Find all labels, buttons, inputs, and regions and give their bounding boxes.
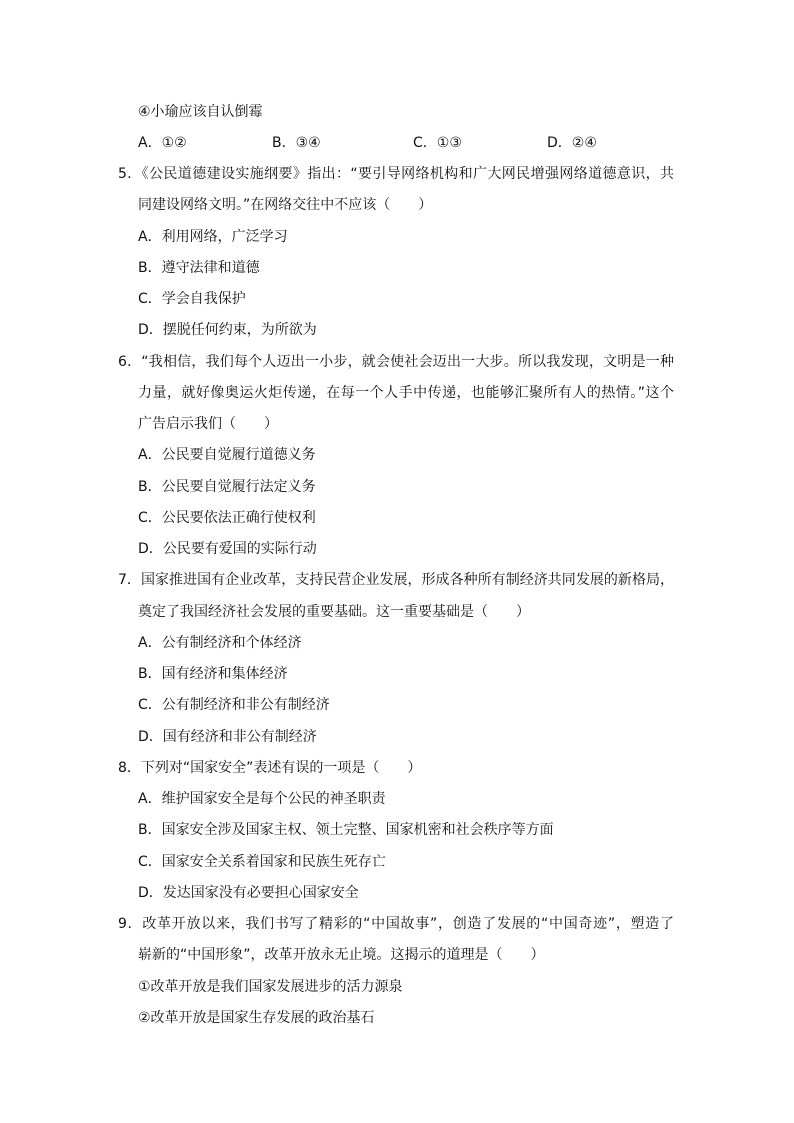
q6-option-a: A．公民要自觉履行道德义务: [138, 447, 316, 463]
q7-option-b: B．国有经济和集体经济: [138, 666, 288, 682]
q9-statement-1: ①改革开放是我们国家发展进步的活力源泉: [138, 979, 403, 995]
q7-option-a: A．公有制经济和个体经济: [138, 635, 302, 651]
option-c: C．①③: [413, 135, 462, 151]
q9-stem-line-2: 崭新的“中国形象”，改革开放永无止境。这揭示的道理是（ ）: [138, 947, 545, 963]
q8-option-a: A．维护国家安全是每个公民的神圣职责: [138, 791, 386, 807]
q5-option-a: A．利用网络，广泛学习: [138, 229, 288, 245]
q9-statement-2: ②改革开放是国家生存发展的政治基石: [138, 1010, 375, 1026]
q8-option-b: B．国家安全涉及国家主权、领土完整、国家机密和社会秩序等方面: [138, 822, 554, 838]
q5-option-c: C．学会自我保护: [138, 291, 246, 307]
q5-option-b: B．遵守法律和道德: [138, 260, 260, 276]
prev-options-row: [138, 133, 658, 153]
q9-stem-line-1: 9．改革开放以来，我们书写了精彩的“中国故事”，创造了发展的“中国奇迹”，塑造了: [118, 916, 674, 932]
option-d: D．②④: [547, 135, 597, 151]
q5-option-d: D．摆脱任何约束，为所欲为: [138, 322, 317, 338]
q6-option-d: D．公民要有爱国的实际行动: [138, 541, 317, 557]
q7-stem-line-1: 7．国家推进国有企业改革，支持民营企业发展，形成各种所有制经济共同发展的新格局，: [118, 572, 674, 588]
q6-option-b: B．公民要自觉履行法定义务: [138, 479, 316, 495]
q8-option-c: C．国家安全关系着国家和民族生死存亡: [138, 854, 386, 870]
q7-stem-line-2: 奠定了我国经济社会发展的重要基础。这一重要基础是（ ）: [138, 604, 530, 620]
q8-option-d: D．发达国家没有必要担心国家安全: [138, 885, 359, 901]
q6-stem-line-1: 6．“我相信，我们每个人迈出一小步，就会使社会迈出一大步。所以我发现，文明是一种: [118, 354, 674, 370]
q8-stem-line-1: 8．下列对“国家安全”表述有误的一项是（ ）: [118, 760, 422, 776]
q6-option-c: C．公民要依法正确行使权利: [138, 510, 316, 526]
q5-stem-line-2: 同建设网络文明。”在网络交往中不应该（ ）: [138, 197, 433, 213]
q7-option-c: C．公有制经济和非公有制经济: [138, 697, 330, 713]
option-b: B．③④: [272, 135, 321, 151]
q5-stem-line-1: 5．《公民道德建设实施纲要》指出：“要引导网络机构和广大网民增强网络道德意识，共: [118, 166, 674, 182]
option-a: A．①②: [138, 135, 187, 151]
q7-option-d: D．国有经济和非公有制经济: [138, 729, 317, 745]
prev-statement-4: ④小瑜应该自认倒霉: [138, 104, 263, 120]
q6-stem-line-3: 广告启示我们（ ）: [138, 416, 278, 432]
q6-stem-line-2: 力量，就好像奥运火炬传递，在每一个人手中传递，也能够汇聚所有人的热情。”这个: [138, 385, 674, 401]
